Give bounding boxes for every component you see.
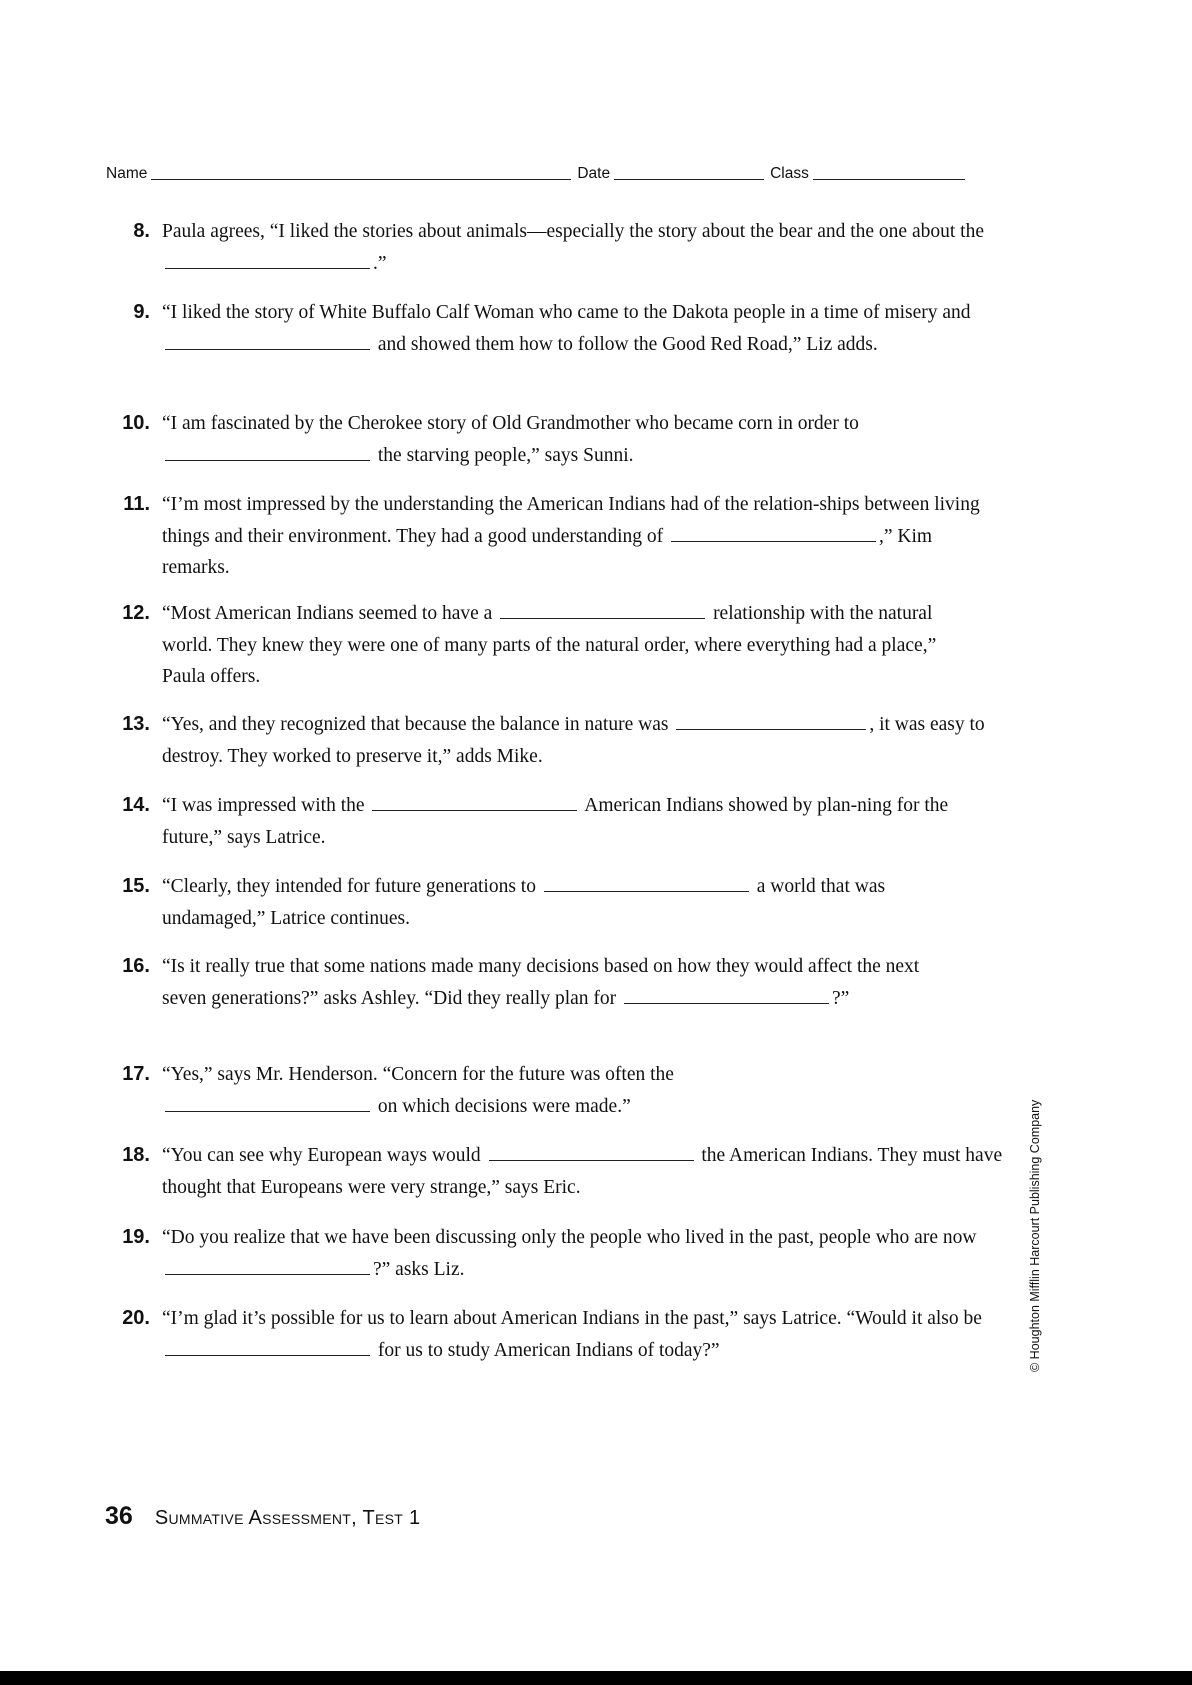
name-date-class-header <box>106 161 986 183</box>
class-blank[interactable] <box>813 163 965 180</box>
question-text: “Yes, and they recognized that because the balance in nature was <box>162 714 669 735</box>
question-text-end: on which decisions were made.” <box>377 1095 631 1117</box>
question-14 <box>112 790 1002 853</box>
question-number: 11. <box>123 493 150 515</box>
answer-blank[interactable] <box>500 598 705 619</box>
question-text: “Yes,” says Mr. Henderson. “Concern for the future was often the <box>162 1064 674 1085</box>
question-number: 9. <box>133 301 150 323</box>
question-10 <box>112 408 1002 471</box>
question-12 <box>112 598 1002 693</box>
name-blank[interactable] <box>151 163 571 180</box>
question-8 <box>112 216 1002 279</box>
question-15 <box>112 871 1002 934</box>
copyright-credit: © Houghton Mifflin Harcourt Publishing Company <box>1028 1099 1042 1372</box>
question-text-end: the American Indians. They must have thought that Europeans were very strange,” says Eric. <box>162 1145 1003 1198</box>
answer-blank[interactable] <box>372 790 577 811</box>
question-text-end: relationship with the natural world. They knew they were one of many parts of the natural order, where everything had a place,” Paula offers. <box>162 603 937 687</box>
answer-blank[interactable] <box>165 329 370 350</box>
question-11 <box>112 489 1002 584</box>
question-text: “I was impressed with the <box>162 795 365 816</box>
question-number: 14. <box>122 794 150 816</box>
question-text: “Is it really true that some nations made many decisions based on how they would affect the next seven generations?” asks Ashley. “Did they really plan for <box>162 956 920 1009</box>
question-text-end: for us to study American Indians of today?” <box>377 1339 720 1361</box>
question-text-end: .” <box>373 252 387 274</box>
question-text-end: ?” <box>832 987 850 1009</box>
question-text: “I’m glad it’s possible for us to learn about American Indians in the past,” says Latrice. “Would it also be <box>162 1308 982 1329</box>
question-16 <box>112 951 1002 1014</box>
answer-blank[interactable] <box>165 1091 370 1112</box>
question-number: 13. <box>122 713 150 735</box>
question-text: Paula agrees, “I liked the stories about animals—especially the story about the bear and the one about the <box>162 221 984 242</box>
question-number: 8. <box>133 220 150 242</box>
question-number: 12. <box>122 602 150 624</box>
question-text: “Most American Indians seemed to have a <box>162 603 493 624</box>
date-label: Date <box>577 165 611 182</box>
question-number: 16. <box>122 955 150 977</box>
question-number: 20. <box>122 1307 150 1329</box>
scan-edge-bar <box>0 1671 1192 1685</box>
footer-title: Summative Assessment, Test 1 <box>154 1507 421 1529</box>
class-label: Class <box>770 165 809 182</box>
question-17 <box>112 1059 1002 1122</box>
question-number: 15. <box>122 875 150 897</box>
question-number: 10. <box>122 412 150 434</box>
question-text: “I liked the story of White Buffalo Calf Woman who came to the Dakota people in a time of misery and <box>162 302 971 323</box>
date-blank[interactable] <box>614 163 764 180</box>
question-text-end: American Indians showed by plan-ning for the future,” says Latrice. <box>162 795 949 848</box>
question-number: 19. <box>122 1226 150 1248</box>
answer-blank[interactable] <box>624 983 829 1004</box>
question-20 <box>112 1303 1002 1366</box>
answer-blank[interactable] <box>671 521 876 542</box>
answer-blank[interactable] <box>676 709 866 730</box>
answer-blank[interactable] <box>489 1140 694 1161</box>
question-number: 18. <box>122 1144 150 1166</box>
question-19 <box>112 1222 1002 1285</box>
question-text-end: a world that was undamaged,” Latrice continues. <box>162 876 886 929</box>
question-text-end: and showed them how to follow the Good Red Road,” Liz adds. <box>377 333 878 355</box>
question-text-end: ,” Kim remarks. <box>162 525 933 578</box>
question-13 <box>112 709 1002 772</box>
answer-blank[interactable] <box>165 1254 370 1275</box>
question-text-end: ?” asks Liz. <box>373 1258 465 1280</box>
name-label: Name <box>106 165 148 182</box>
answer-blank[interactable] <box>544 871 749 892</box>
question-number: 17. <box>122 1063 150 1085</box>
answer-blank[interactable] <box>165 248 370 269</box>
question-text: “I’m most impressed by the understanding the American Indians had of the relation-ships between living things and their environment. They had a good understanding of <box>162 494 980 547</box>
question-text: “You can see why European ways would <box>162 1145 481 1166</box>
answer-blank[interactable] <box>165 440 370 461</box>
page-footer <box>105 1502 420 1531</box>
question-9 <box>112 297 1002 360</box>
answer-blank[interactable] <box>165 1335 370 1356</box>
question-text-end: , it was easy to destroy. They worked to preserve it,” adds Mike. <box>162 714 985 767</box>
question-text: “Do you realize that we have been discussing only the people who lived in the past, people who are now <box>162 1227 977 1248</box>
question-text: “I am fascinated by the Cherokee story of Old Grandmother who became corn in order to <box>162 413 859 434</box>
question-text-end: the starving people,” says Sunni. <box>377 444 634 466</box>
question-text: “Clearly, they intended for future generations to <box>162 876 536 897</box>
question-18 <box>112 1140 1002 1203</box>
page-number: 36 <box>105 1502 133 1530</box>
